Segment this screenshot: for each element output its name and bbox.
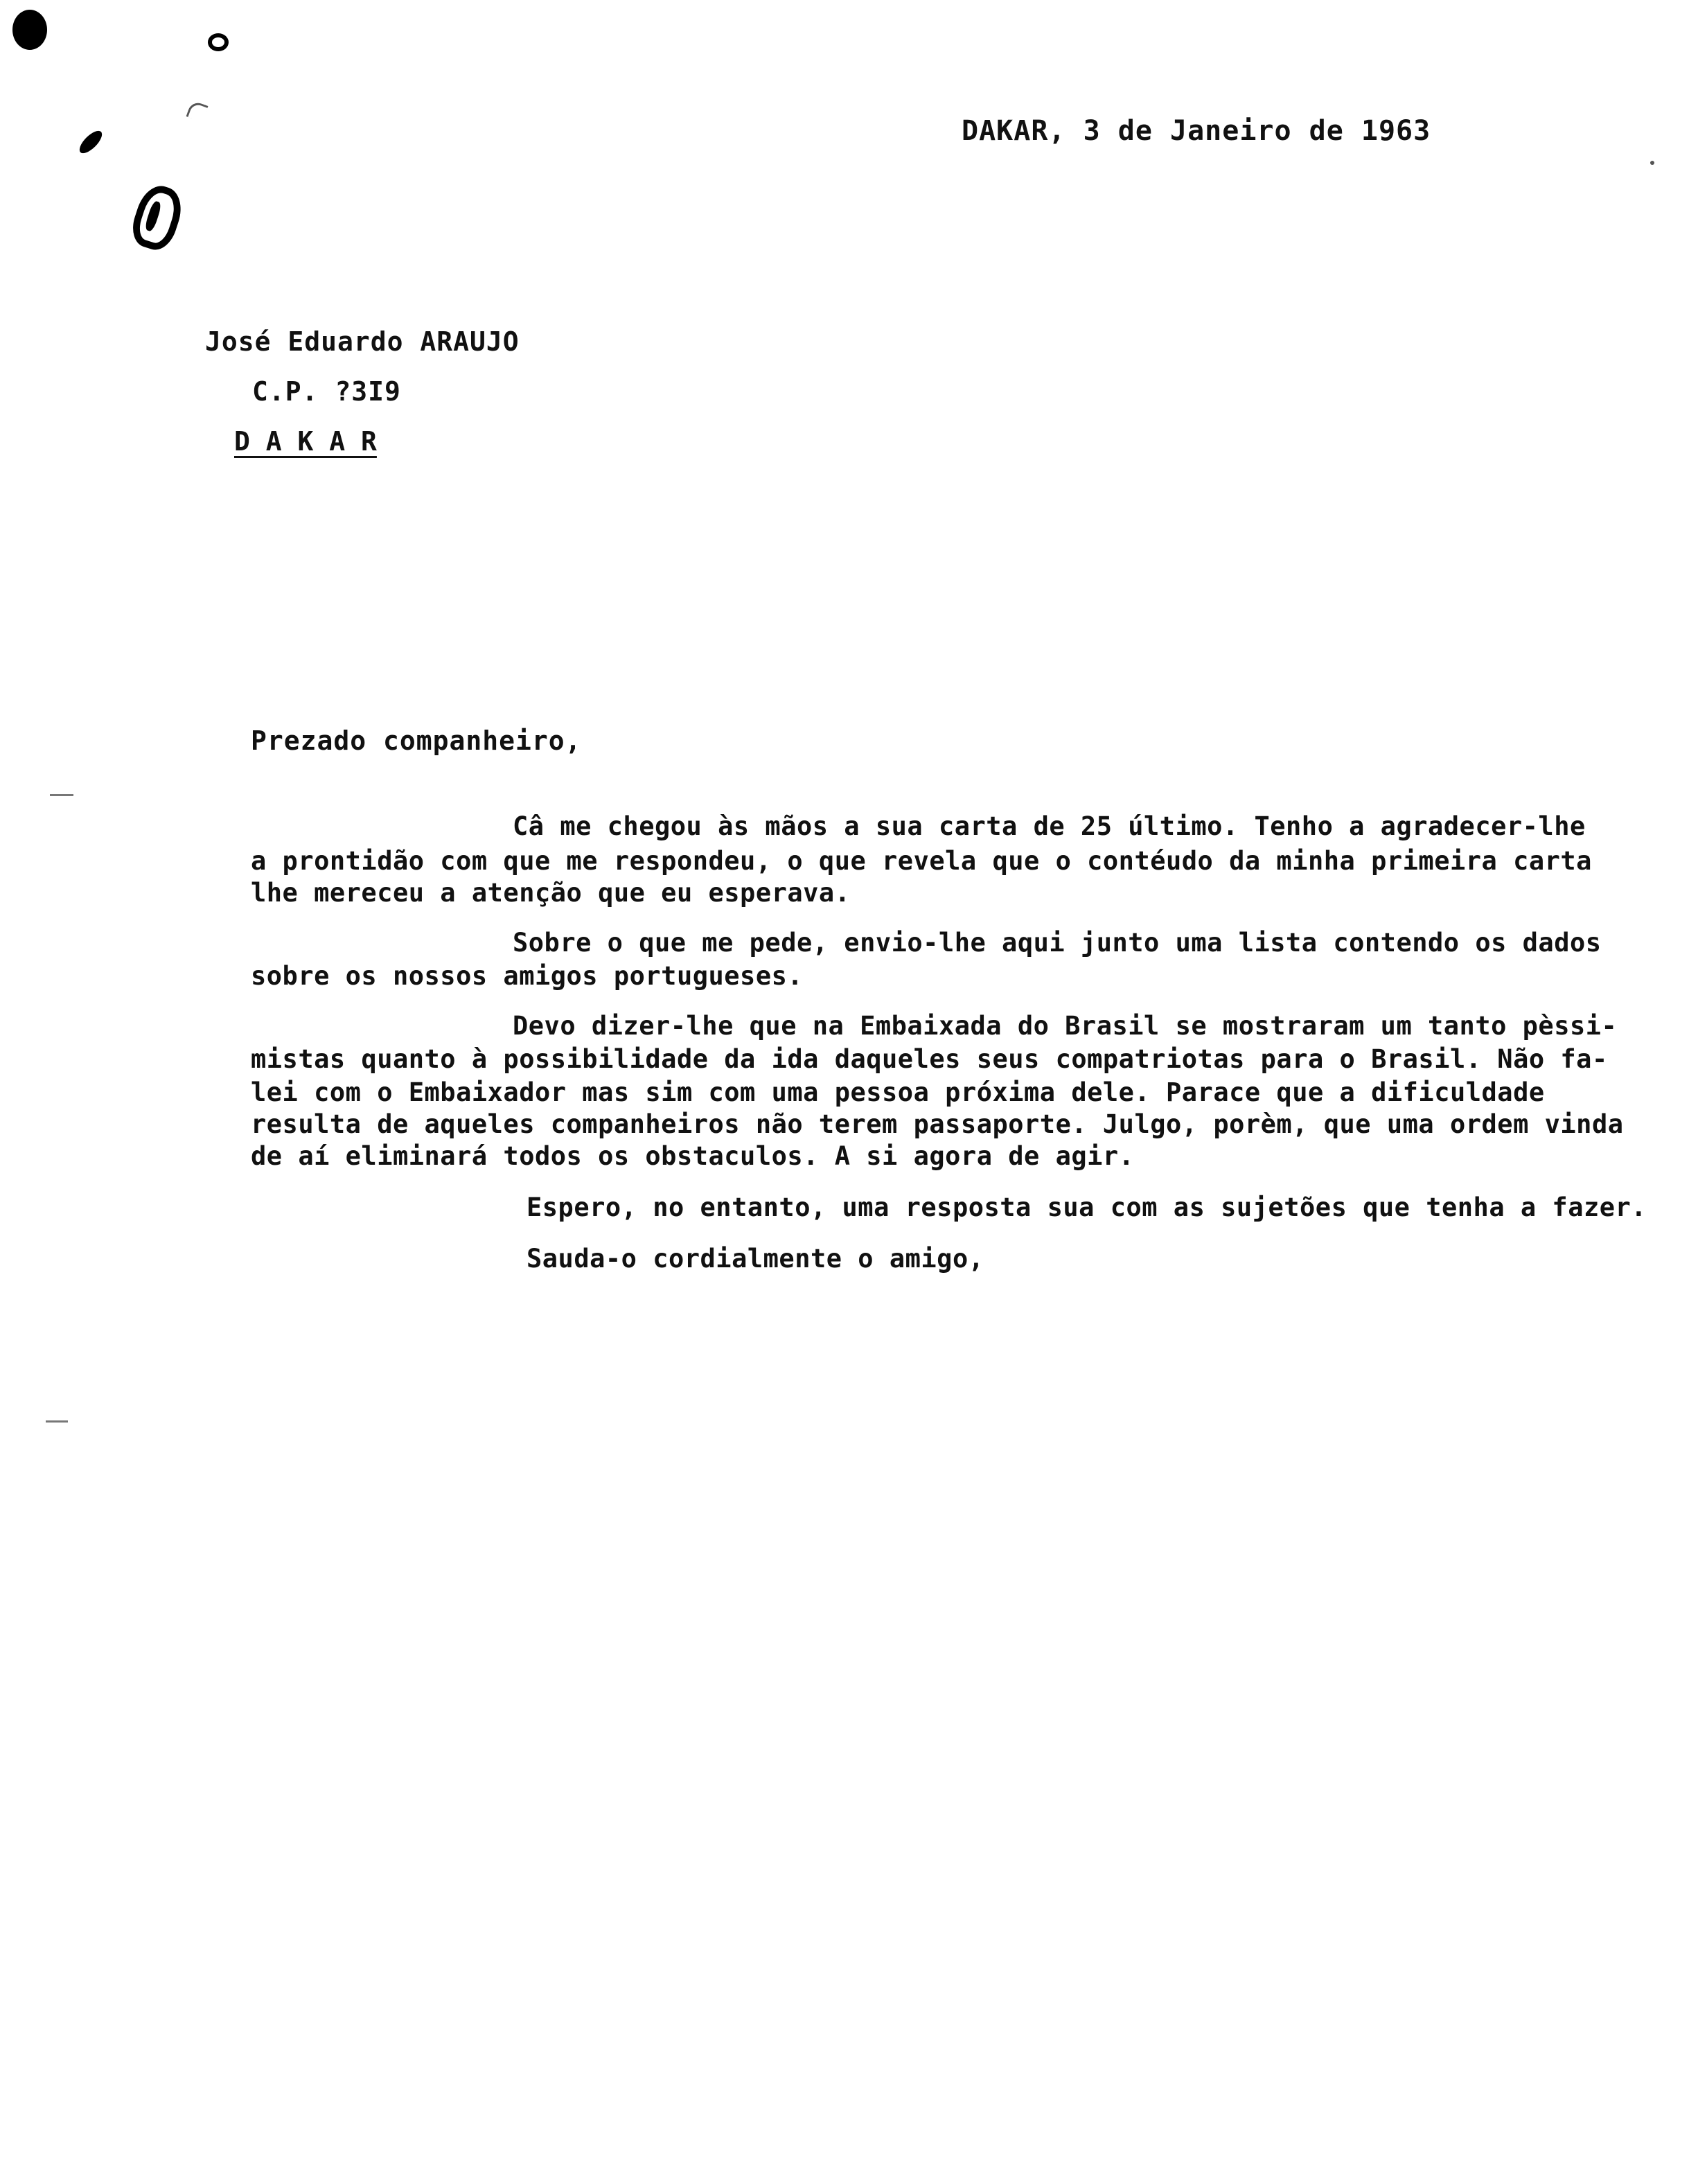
closing-line: Sauda-o cordialmente o amigo, [527,1244,984,1274]
pencil-mark [186,100,208,122]
paragraph-3-line: mistas quanto à possibilidade da ida daqueles seus compatriotas para o Brasil. Não fa- [251,1044,1608,1074]
punch-hole-mark [12,10,47,50]
paragraph-3-line: de aí eliminará todos os obstaculos. A si agora de agir. [251,1141,1135,1171]
paragraph-3-line: resulta de aqueles companheiros não terem passaporte. Julgo, porèm, que uma ordem vinda [251,1109,1624,1139]
recipient-city: D A K A R [234,426,377,457]
margin-dash-mark [46,1420,68,1423]
paragraph-1-line: a prontidão com que me respondeu, o que revela que o contéudo da minha primeira carta [251,846,1592,876]
margin-dash-mark [50,794,73,796]
ring-hole-mark [208,33,229,51]
paragraph-3-line: Devo dizer-lhe que na Embaixada do Brasil se mostraram um tanto pèssi- [513,1011,1618,1041]
paragraph-2-line: Sobre o que me pede, envio-lhe aqui junto uma lista contendo os dados [513,928,1602,958]
paragraph-2-line: sobre os nossos amigos portugueses. [251,961,804,991]
paragraph-1-line: Câ me chegou às mãos a sua carta de 25 último. Tenho a agradecer-lhe [513,811,1586,841]
paragraph-1-line: lhe mereceu a atenção que eu esperava. [251,878,851,908]
ink-blot-mark [76,127,105,157]
paragraph-3-line: lei com o Embaixador mas sim com uma pessoa próxima dele. Parace que a dificuldade [251,1077,1545,1107]
speck-mark [1650,161,1654,165]
recipient-box: C.P. ?3I9 [252,376,401,407]
recipient-name: José Eduardo ARAUJO [205,326,520,357]
paragraph-4-line: Espero, no entanto, uma resposta sua com as sujetões que tenha a fazer. [527,1192,1647,1222]
salutation: Prezado companheiro, [251,725,582,756]
letter-date: DAKAR, 3 de Janeiro de 1963 [962,115,1431,147]
